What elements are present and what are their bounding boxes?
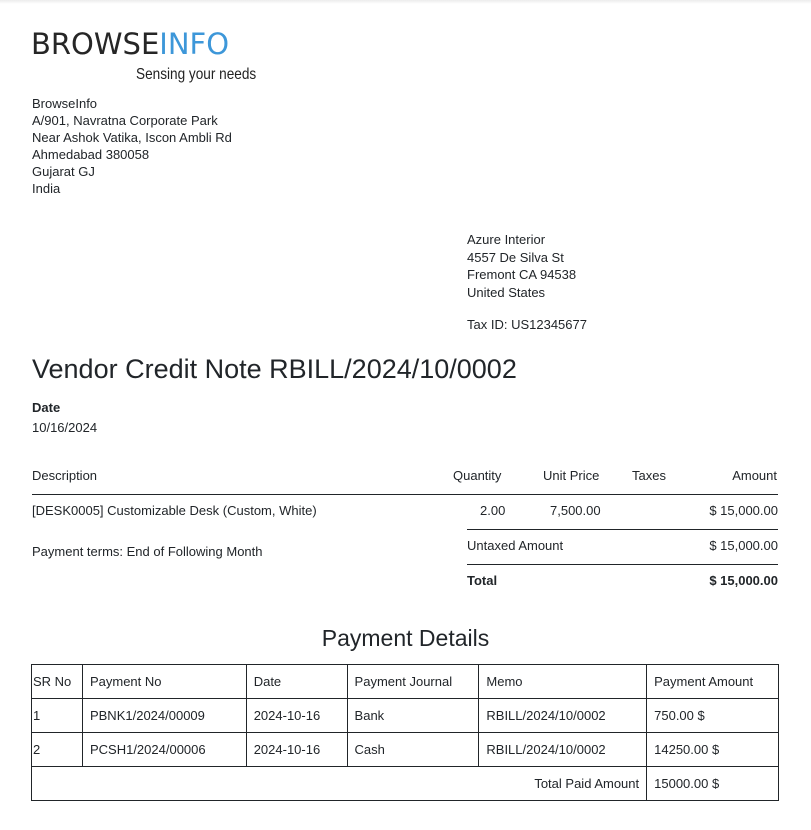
payment-table-header-row xyxy=(32,665,779,699)
payment-memo: RBILL/2024/10/0002 xyxy=(479,733,647,767)
payment-header-amount: Payment Amount xyxy=(647,665,779,699)
company-address xyxy=(32,95,232,197)
total-label: Total xyxy=(467,573,498,588)
payment-header-journal: Payment Journal xyxy=(347,665,479,699)
company-address-line: India xyxy=(32,181,61,196)
document-title: Vendor Credit Note RBILL/2024/10/0002 xyxy=(32,354,517,384)
column-header-amount: Amount xyxy=(732,468,777,483)
payment-number: PCSH1/2024/00006 xyxy=(82,733,246,767)
untaxed-amount-value: $ 15,000.00 xyxy=(709,538,778,553)
company-address-line: Near Ashok Vatika, Iscon Ambli Rd xyxy=(32,130,232,145)
total-paid-value: 15000.00 $ xyxy=(647,767,779,801)
totals-divider-top xyxy=(467,529,778,530)
payment-terms: Payment terms: End of Following Month xyxy=(32,544,263,559)
logo-brand-part1: BROWSE xyxy=(31,27,160,61)
payment-date: 2024-10-16 xyxy=(246,733,347,767)
logo-wordmark xyxy=(31,28,229,60)
partner-address-line: Fremont CA 94538 xyxy=(467,267,577,283)
date-value: 10/16/2024 xyxy=(32,420,98,435)
total-paid-label: Total Paid Amount xyxy=(32,767,647,801)
payment-journal: Cash xyxy=(347,733,479,767)
column-header-unit-price: Unit Price xyxy=(543,468,600,483)
payment-details-table xyxy=(31,664,779,801)
payment-row xyxy=(32,699,779,733)
header-divider xyxy=(32,494,778,495)
total-value: $ 15,000.00 xyxy=(709,573,778,588)
line-quantity: 2.00 xyxy=(480,503,506,518)
partner-address xyxy=(467,231,576,302)
payment-sr-no: 2 xyxy=(32,733,83,767)
company-address-line: A/901, Navratna Corporate Park xyxy=(32,113,218,128)
company-logo xyxy=(31,28,271,88)
payment-journal: Bank xyxy=(347,699,479,733)
column-header-taxes: Taxes xyxy=(632,468,666,483)
company-address-line: BrowseInfo xyxy=(32,96,98,111)
partner-tax-id: Tax ID: US12345677 xyxy=(467,317,587,332)
payment-details-title: Payment Details xyxy=(321,625,490,651)
untaxed-amount-label: Untaxed Amount xyxy=(467,538,564,553)
line-description: [DESK0005] Customizable Desk (Custom, White) xyxy=(32,503,317,518)
payment-header-date: Date xyxy=(246,665,347,699)
logo-tagline: Sensing your needs xyxy=(136,66,257,83)
payment-amount: 750.00 $ xyxy=(647,699,779,733)
payment-total-row xyxy=(32,767,779,801)
partner-address-line: 4557 De Silva St xyxy=(467,249,564,265)
company-address-line: Gujarat GJ xyxy=(32,164,95,179)
partner-address-line: United States xyxy=(467,285,546,301)
payment-header-memo: Memo xyxy=(479,665,647,699)
payment-date: 2024-10-16 xyxy=(246,699,347,733)
company-address-line: Ahmedabad 380058 xyxy=(32,147,150,162)
payment-amount: 14250.00 $ xyxy=(647,733,779,767)
totals-divider-bottom xyxy=(467,564,778,565)
payment-header-sr-no: SR No xyxy=(32,665,83,699)
partner-address-line: Azure Interior xyxy=(467,232,546,247)
payment-sr-no: 1 xyxy=(32,699,83,733)
line-unit-price: 7,500.00 xyxy=(550,503,601,518)
payment-number: PBNK1/2024/00009 xyxy=(82,699,246,733)
payment-row xyxy=(32,733,779,767)
payment-memo: RBILL/2024/10/0002 xyxy=(479,699,647,733)
column-header-quantity: Quantity xyxy=(453,468,502,483)
date-label: Date xyxy=(32,400,61,415)
column-header-description: Description xyxy=(32,468,98,483)
logo-brand-part2: INFO xyxy=(159,27,230,61)
page-top-shadow xyxy=(0,0,811,4)
payment-header-payment-no: Payment No xyxy=(82,665,246,699)
line-amount: $ 15,000.00 xyxy=(709,503,778,518)
